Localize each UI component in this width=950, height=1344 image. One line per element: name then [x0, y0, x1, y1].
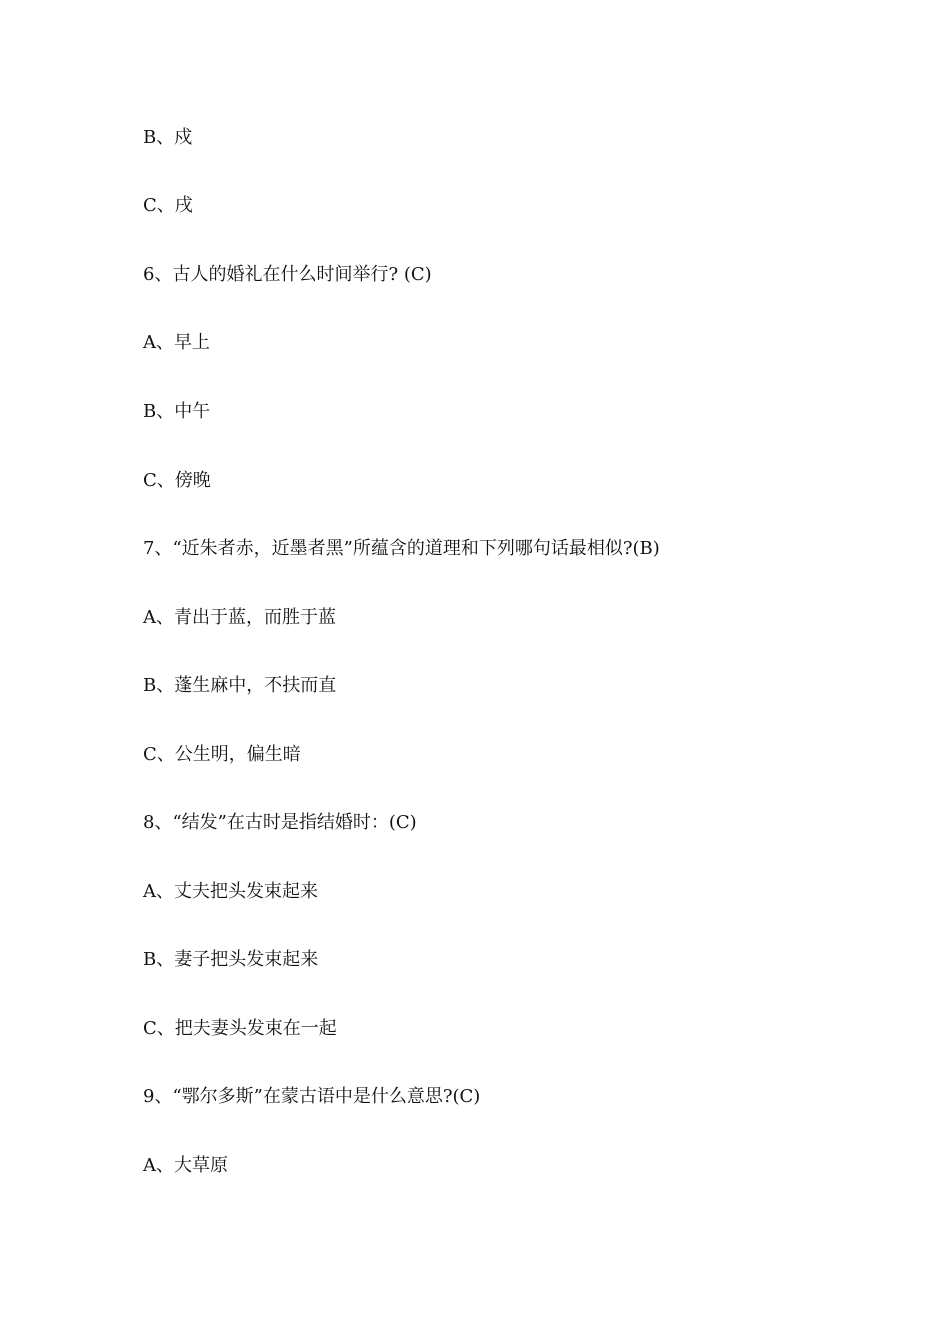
question-9: 9、“鄂尔多斯”在蒙古语中是什么意思?(C): [143, 1086, 481, 1107]
question-8: 8、“结发”在古时是指结婚时：(C): [143, 812, 417, 833]
question-7: 7、“近朱者赤，近墨者黑”所蕴含的道理和下列哪句话最相似?(B): [143, 538, 660, 559]
question-8-option-a: A、丈夫把头发束起来: [143, 881, 318, 902]
question-6-option-a: A、早上: [143, 332, 210, 353]
question-9-option-a: A、大草原: [143, 1155, 228, 1176]
question-8-option-b: B、妻子把头发束起来: [143, 949, 319, 970]
question-8-option-c: C、把夫妻头发束在一起: [143, 1018, 337, 1039]
question-6-option-c: C、傍晚: [143, 470, 211, 491]
question-7-option-c: C、公生明，偏生暗: [143, 744, 301, 765]
option-c-line: C、戌: [143, 195, 193, 216]
question-7-option-b: B、蓬生麻中，不扶而直: [143, 675, 337, 696]
question-7-option-a: A、青出于蓝，而胜于蓝: [143, 607, 336, 628]
option-b-line: B、戍: [143, 127, 193, 148]
question-6-option-b: B、中午: [143, 401, 211, 422]
question-6: 6、古人的婚礼在什么时间举行? (C): [143, 264, 432, 285]
